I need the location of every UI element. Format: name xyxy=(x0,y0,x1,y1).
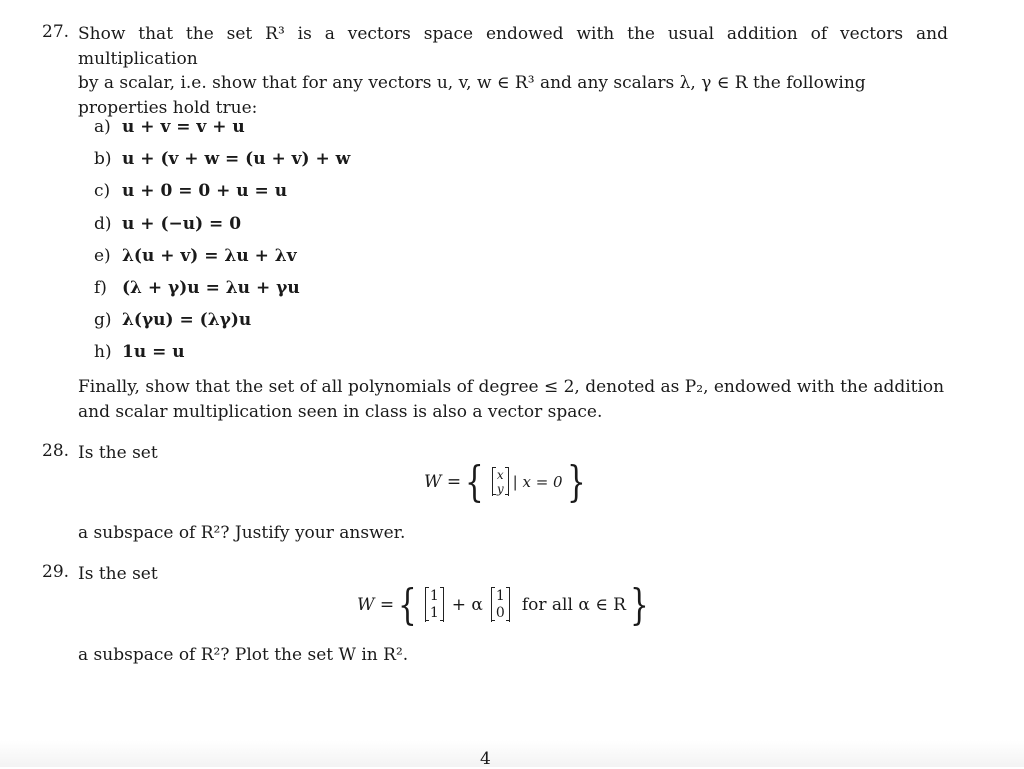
left-brace: { xyxy=(398,580,417,629)
property-g: g) λ(γu) = (λγ)u xyxy=(94,310,252,331)
problem-27-intro xyxy=(78,22,948,120)
property-e: e) λ(u + v) = λu + λv xyxy=(94,245,297,266)
intro-line-3: properties hold true: xyxy=(78,97,258,118)
property-a: a) u + v = v + u xyxy=(94,117,245,137)
page-number: 4 xyxy=(480,749,491,769)
vector1-entry-1: 1 xyxy=(429,588,439,604)
property-c: c) u + 0 = 0 + u = u xyxy=(94,181,288,202)
set-lhs: W = xyxy=(424,472,462,492)
property-list xyxy=(94,111,350,369)
problem-29-lead: Is the set xyxy=(78,564,158,584)
set-condition: | x = 0 xyxy=(512,473,563,491)
column-vector-1 xyxy=(425,588,444,622)
property-h: h) 1u = u xyxy=(94,342,185,363)
problem-27-number: 27. xyxy=(42,22,70,42)
problem-28-set-formula xyxy=(424,457,589,506)
vector1-entry-2: 1 xyxy=(429,605,439,621)
intro-line-2: by a scalar, i.e. show that for any vectors u, v, w ∈ R³ and any scalars λ, γ ∈ R the following xyxy=(78,73,866,93)
vector-entry-y: y xyxy=(496,482,504,496)
problem-29-number: 29. xyxy=(42,562,70,582)
problem-29-question: a subspace of R²? Plot the set W in R². xyxy=(78,645,409,665)
final-line-1: Finally, show that the set of all polynomials of degree ≤ 2, denoted as P₂, endowed with the addition xyxy=(78,377,945,397)
plus-alpha: + α xyxy=(451,595,483,615)
set-condition: for all α ∈ R xyxy=(521,595,626,615)
vector2-entry-2: 0 xyxy=(495,605,505,621)
bottom-shade xyxy=(0,740,1024,767)
intro-line-1: Show that the set R³ is a vectors space endowed with the usual addition of vectors and multiplication xyxy=(78,24,948,69)
property-f: f) (λ + γ)u = λu + γu xyxy=(94,277,300,298)
property-d: d) u + (−u) = 0 xyxy=(94,213,242,234)
problem-28-lead: Is the set xyxy=(78,443,158,463)
problem-29-set-formula xyxy=(357,582,653,628)
problem-27-final xyxy=(78,375,948,424)
vector-entry-x: x xyxy=(496,468,504,482)
final-line-2: and scalar multiplication seen in class is also a vector space. xyxy=(78,401,603,422)
right-brace: } xyxy=(566,457,586,506)
right-brace: } xyxy=(630,580,649,629)
set-lhs: W = xyxy=(357,595,395,615)
left-brace: { xyxy=(465,457,484,506)
problem-28-question: a subspace of R²? Justify your answer. xyxy=(78,523,406,543)
property-b: b) u + (v + w = (u + v) + w xyxy=(94,149,351,170)
column-vector-2 xyxy=(491,588,510,622)
vector2-entry-1: 1 xyxy=(495,588,505,604)
problem-28-number: 28. xyxy=(42,441,70,461)
column-vector xyxy=(492,468,509,496)
